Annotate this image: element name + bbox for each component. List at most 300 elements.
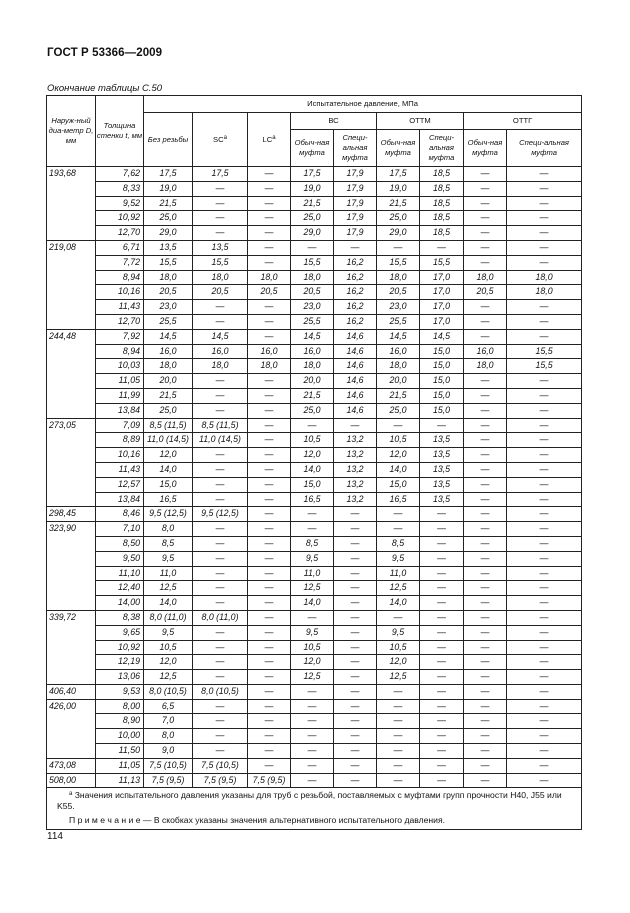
- outer-diameter-cell: 323,90: [47, 522, 96, 611]
- pressure-cell: 12,0: [291, 655, 334, 670]
- pressure-cell: —: [507, 492, 582, 507]
- pressure-cell: 12,0: [377, 655, 420, 670]
- pressure-cell: —: [248, 167, 291, 182]
- pressure-cell: —: [334, 714, 377, 729]
- pressure-cell: 18,0: [291, 270, 334, 285]
- pressure-cell: —: [193, 699, 248, 714]
- pressure-cell: 13,5: [420, 477, 464, 492]
- wall-thickness-cell: 6,71: [96, 240, 144, 255]
- pressure-cell: 17,5: [144, 167, 193, 182]
- pressure-cell: —: [464, 255, 507, 270]
- col-header-test-pressure: Испытательное давление, МПа: [144, 96, 582, 113]
- pressure-cell: 9,5: [377, 551, 420, 566]
- table-row: [47, 684, 582, 699]
- outer-diameter-cell: 406,40: [47, 684, 96, 699]
- pressure-cell: —: [334, 566, 377, 581]
- pressure-cell: 21,5: [144, 388, 193, 403]
- pressure-cell: 18,0: [193, 270, 248, 285]
- pressure-cell: 17,9: [334, 211, 377, 226]
- pressure-cell: —: [291, 507, 334, 522]
- pressure-cell: 21,5: [291, 388, 334, 403]
- pressure-cell: 16,0: [377, 344, 420, 359]
- pressure-cell: —: [248, 240, 291, 255]
- pressure-cell: —: [193, 226, 248, 241]
- pressure-cell: 8,0 (11,0): [144, 610, 193, 625]
- pressure-cell: 8,0: [144, 729, 193, 744]
- wall-thickness-cell: 12,40: [96, 581, 144, 596]
- outer-diameter-cell: 508,00: [47, 773, 96, 788]
- table-row: [47, 196, 582, 211]
- pressure-cell: —: [464, 684, 507, 699]
- pressure-cell: 16,0: [464, 344, 507, 359]
- pressure-cell: 8,5: [291, 536, 334, 551]
- pressure-cell: —: [507, 507, 582, 522]
- col-header-bc: ВС: [291, 113, 377, 130]
- pressure-cell: —: [248, 714, 291, 729]
- pressure-cell: —: [420, 714, 464, 729]
- pressure-cell: —: [464, 670, 507, 685]
- table-row: [47, 255, 582, 270]
- table-row: [47, 758, 582, 773]
- pressure-cell: 10,5: [377, 640, 420, 655]
- pressure-cell: —: [291, 522, 334, 537]
- wall-thickness-cell: 12,19: [96, 655, 144, 670]
- pressure-cell: —: [248, 758, 291, 773]
- wall-thickness-cell: 10,00: [96, 729, 144, 744]
- pressure-cell: —: [507, 462, 582, 477]
- col-header-ottm-special: Специ-альная муфта: [420, 130, 464, 167]
- pressure-cell: —: [248, 655, 291, 670]
- pressure-cell: —: [507, 522, 582, 537]
- pressure-cell: —: [193, 729, 248, 744]
- wall-thickness-cell: 7,92: [96, 329, 144, 344]
- pressure-cell: —: [248, 226, 291, 241]
- table-row: [47, 300, 582, 315]
- pressure-cell: 8,0 (10,5): [144, 684, 193, 699]
- pressure-cell: 13,5: [420, 433, 464, 448]
- pressure-cell: —: [507, 581, 582, 596]
- footnote: $^a$ Значения испытательного давления указаны для труб с резьбой, поставляемых с муфтами групп прочности H40, J55 или K55.: [57, 790, 562, 812]
- pressure-cell: —: [193, 596, 248, 611]
- pressure-cell: 25,0: [291, 403, 334, 418]
- pressure-cell: —: [507, 655, 582, 670]
- pressure-cell: —: [334, 744, 377, 759]
- pressure-cell: —: [507, 640, 582, 655]
- wall-thickness-cell: 8,89: [96, 433, 144, 448]
- pressure-cell: —: [377, 758, 420, 773]
- pressure-cell: —: [464, 610, 507, 625]
- pressure-cell: —: [193, 536, 248, 551]
- pressure-cell: 23,0: [291, 300, 334, 315]
- wall-thickness-cell: 8,46: [96, 507, 144, 522]
- col-header-plain: Без резьбы: [144, 113, 193, 167]
- wall-thickness-cell: 7,10: [96, 522, 144, 537]
- pressure-cell: —: [193, 522, 248, 537]
- pressure-cell: 15,0: [420, 359, 464, 374]
- pressure-cell: —: [334, 418, 377, 433]
- pressure-cell: —: [507, 610, 582, 625]
- pressure-cell: —: [420, 729, 464, 744]
- wall-thickness-cell: 12,70: [96, 226, 144, 241]
- wall-thickness-cell: 8,94: [96, 270, 144, 285]
- pressure-cell: —: [248, 684, 291, 699]
- pressure-cell: 11,0: [291, 566, 334, 581]
- pressure-cell: —: [507, 329, 582, 344]
- pressure-cell: —: [420, 744, 464, 759]
- wall-thickness-cell: 7,09: [96, 418, 144, 433]
- wall-thickness-cell: 9,53: [96, 684, 144, 699]
- pressure-cell: —: [507, 255, 582, 270]
- table-caption: Окончание таблицы С.50: [47, 83, 163, 94]
- pressure-cell: —: [334, 625, 377, 640]
- pressure-cell: —: [464, 714, 507, 729]
- pressure-cell: —: [507, 181, 582, 196]
- table-row: [47, 359, 582, 374]
- wall-thickness-cell: 11,43: [96, 300, 144, 315]
- pressure-cell: —: [248, 374, 291, 389]
- pressure-cell: —: [420, 699, 464, 714]
- pressure-cell: —: [291, 714, 334, 729]
- pressure-cell: 17,9: [334, 196, 377, 211]
- outer-diameter-cell: 219,08: [47, 240, 96, 329]
- pressure-cell: 18,0: [144, 359, 193, 374]
- pressure-cell: —: [420, 640, 464, 655]
- pressure-cell: —: [291, 418, 334, 433]
- pressure-cell: 13,5: [144, 240, 193, 255]
- pressure-cell: —: [464, 492, 507, 507]
- pressure-cell: 18,5: [420, 181, 464, 196]
- pressure-cell: —: [507, 196, 582, 211]
- pressure-cell: —: [248, 625, 291, 640]
- pressure-cell: —: [193, 300, 248, 315]
- pressure-cell: 21,5: [377, 196, 420, 211]
- pressure-cell: —: [464, 314, 507, 329]
- table-row: [47, 699, 582, 714]
- pressure-cell: 15,0: [420, 344, 464, 359]
- table-row: [47, 492, 582, 507]
- pressure-cell: —: [464, 655, 507, 670]
- pressure-cell: —: [193, 551, 248, 566]
- pressure-cell: —: [248, 596, 291, 611]
- pressure-cell: 20,5: [248, 285, 291, 300]
- pressure-cell: 17,5: [193, 167, 248, 182]
- pressure-cell: —: [507, 758, 582, 773]
- pressure-cell: 7,5 (9,5): [144, 773, 193, 788]
- table-row: [47, 714, 582, 729]
- pressure-cell: 14,0: [377, 462, 420, 477]
- pressure-cell: 12,5: [144, 581, 193, 596]
- pressure-cell: —: [193, 388, 248, 403]
- pressure-cell: —: [420, 655, 464, 670]
- pressure-cell: 17,9: [334, 181, 377, 196]
- col-header-ottg: ОТТГ: [464, 113, 582, 130]
- pressure-cell: 14,6: [334, 344, 377, 359]
- wall-thickness-cell: 11,05: [96, 374, 144, 389]
- pressure-cell: —: [334, 729, 377, 744]
- pressure-cell: —: [420, 610, 464, 625]
- pressure-cell: —: [248, 196, 291, 211]
- pressure-cell: —: [420, 684, 464, 699]
- pressure-cell: 23,0: [377, 300, 420, 315]
- pressure-cell: —: [420, 581, 464, 596]
- table-row: [47, 744, 582, 759]
- pressure-cell: 9,0: [144, 744, 193, 759]
- pressure-cell: —: [334, 670, 377, 685]
- pressure-cell: —: [377, 240, 420, 255]
- wall-thickness-cell: 9,65: [96, 625, 144, 640]
- pressure-cell: —: [464, 758, 507, 773]
- pressure-cell: —: [291, 699, 334, 714]
- pressure-cell: —: [248, 433, 291, 448]
- pressure-cell: —: [248, 300, 291, 315]
- pressure-cell: 18,0: [507, 270, 582, 285]
- pressure-cell: 15,0: [377, 477, 420, 492]
- pressure-cell: —: [507, 744, 582, 759]
- pressure-cell: 16,2: [334, 285, 377, 300]
- pressure-cell: —: [334, 596, 377, 611]
- pressure-cell: 13,5: [193, 240, 248, 255]
- pressure-cell: 25,0: [377, 403, 420, 418]
- wall-thickness-cell: 8,94: [96, 344, 144, 359]
- pressure-cell: —: [464, 773, 507, 788]
- pressure-cell: 15,0: [420, 374, 464, 389]
- pressure-cell: —: [464, 211, 507, 226]
- pressure-cell: 16,0: [291, 344, 334, 359]
- pressure-cell: —: [464, 596, 507, 611]
- pressure-cell: —: [248, 418, 291, 433]
- pressure-cell: 14,0: [144, 462, 193, 477]
- pressure-cell: —: [193, 448, 248, 463]
- wall-thickness-cell: 8,38: [96, 610, 144, 625]
- table-row: [47, 596, 582, 611]
- pressure-cell: —: [377, 507, 420, 522]
- pressure-cell: —: [193, 744, 248, 759]
- pressure-cell: —: [507, 167, 582, 182]
- pressure-cell: 7,5 (10,5): [193, 758, 248, 773]
- pressure-cell: 9,5: [144, 625, 193, 640]
- pressure-cell: —: [464, 240, 507, 255]
- col-header-outer-diameter: Наруж-ный диа-метр D, мм: [47, 96, 96, 167]
- pressure-cell: 18,0: [248, 270, 291, 285]
- table-row: [47, 551, 582, 566]
- pressure-cell: —: [507, 300, 582, 315]
- pressure-cell: —: [377, 773, 420, 788]
- pressure-cell: —: [507, 714, 582, 729]
- pressure-cell: 14,5: [420, 329, 464, 344]
- pressure-cell: 13,5: [420, 492, 464, 507]
- table-notes: [47, 788, 582, 830]
- pressure-cell: —: [193, 211, 248, 226]
- pressure-cell: 16,2: [334, 270, 377, 285]
- col-header-sc: $SC^a$: [193, 113, 248, 167]
- pressure-cell: —: [420, 773, 464, 788]
- col-header-ottm-regular: Обыч-ная муфта: [377, 130, 420, 167]
- col-header-wall-thickness: Толщина стенки t, мм: [96, 96, 144, 167]
- pressure-cell: 8,0 (11,0): [193, 610, 248, 625]
- pressure-cell: 20,0: [144, 374, 193, 389]
- table-row: [47, 655, 582, 670]
- pressure-cell: —: [377, 522, 420, 537]
- pressure-cell: —: [507, 418, 582, 433]
- pressure-cell: —: [193, 403, 248, 418]
- pressure-cell: —: [464, 744, 507, 759]
- pressure-cell: 18,5: [420, 226, 464, 241]
- pressure-cell: 15,5: [420, 255, 464, 270]
- pressure-cell: —: [464, 551, 507, 566]
- table-row: [47, 670, 582, 685]
- pressure-cell: 20,0: [291, 374, 334, 389]
- pressure-cell: —: [420, 551, 464, 566]
- pressure-cell: 13,5: [420, 462, 464, 477]
- pressure-cell: —: [464, 196, 507, 211]
- pressure-cell: 11,0: [377, 566, 420, 581]
- pressure-cell: 16,5: [291, 492, 334, 507]
- table-row: [47, 522, 582, 537]
- outer-diameter-cell: 339,72: [47, 610, 96, 684]
- pressure-cell: 15,0: [420, 403, 464, 418]
- pressure-cell: —: [248, 670, 291, 685]
- outer-diameter-cell: 473,08: [47, 758, 96, 773]
- table-row: [47, 240, 582, 255]
- pressure-cell: 14,0: [377, 596, 420, 611]
- pressure-cell: —: [248, 403, 291, 418]
- pressure-cell: 15,5: [193, 255, 248, 270]
- outer-diameter-cell: 244,48: [47, 329, 96, 418]
- pressure-cell: —: [248, 492, 291, 507]
- pressure-cell: 18,0: [248, 359, 291, 374]
- pressure-cell: 20,5: [144, 285, 193, 300]
- pressure-cell: 17,0: [420, 285, 464, 300]
- pressure-cell: 16,5: [144, 492, 193, 507]
- pressure-cell: 25,5: [377, 314, 420, 329]
- pressure-cell: —: [193, 655, 248, 670]
- table-row: [47, 566, 582, 581]
- pressure-cell: 29,0: [377, 226, 420, 241]
- pressure-cell: 16,0: [248, 344, 291, 359]
- col-header-ottm: ОТТМ: [377, 113, 464, 130]
- table-row: [47, 581, 582, 596]
- table-row: [47, 167, 582, 182]
- pressure-cell: —: [464, 536, 507, 551]
- pressure-cell: —: [507, 477, 582, 492]
- pressure-cell: —: [507, 773, 582, 788]
- pressure-cell: 8,5 (11,5): [144, 418, 193, 433]
- pressure-cell: —: [377, 610, 420, 625]
- pressure-cell: —: [464, 300, 507, 315]
- pressure-cell: 18,5: [420, 196, 464, 211]
- pressure-cell: 10,5: [291, 433, 334, 448]
- table-row: [47, 181, 582, 196]
- pressure-cell: 11,0 (14,5): [144, 433, 193, 448]
- pressure-cell: —: [248, 181, 291, 196]
- pressure-cell: —: [291, 684, 334, 699]
- pressure-cell: —: [291, 744, 334, 759]
- pressure-cell: 25,0: [144, 211, 193, 226]
- wall-thickness-cell: 13,84: [96, 403, 144, 418]
- table-row: [47, 403, 582, 418]
- pressure-cell: —: [420, 240, 464, 255]
- wall-thickness-cell: 11,99: [96, 388, 144, 403]
- pressure-cell: 14,6: [334, 374, 377, 389]
- pressure-table: [46, 95, 582, 830]
- pressure-cell: 18,0: [377, 359, 420, 374]
- wall-thickness-cell: 13,06: [96, 670, 144, 685]
- pressure-cell: 12,5: [291, 670, 334, 685]
- table-row: [47, 507, 582, 522]
- pressure-cell: —: [420, 418, 464, 433]
- pressure-cell: —: [193, 640, 248, 655]
- pressure-cell: —: [193, 492, 248, 507]
- pressure-cell: —: [193, 625, 248, 640]
- table-row: [47, 536, 582, 551]
- pressure-cell: —: [507, 684, 582, 699]
- pressure-cell: —: [507, 566, 582, 581]
- wall-thickness-cell: 11,43: [96, 462, 144, 477]
- pressure-cell: 15,5: [377, 255, 420, 270]
- table-row: [47, 729, 582, 744]
- pressure-cell: 8,5: [377, 536, 420, 551]
- col-header-ottg-regular: Обыч-ная муфта: [464, 130, 507, 167]
- pressure-cell: —: [291, 610, 334, 625]
- pressure-cell: 25,0: [377, 211, 420, 226]
- pressure-cell: 15,5: [144, 255, 193, 270]
- wall-thickness-cell: 7,62: [96, 167, 144, 182]
- col-header-bc-special: Специ-альная муфта: [334, 130, 377, 167]
- pressure-cell: —: [334, 581, 377, 596]
- pressure-cell: —: [507, 536, 582, 551]
- pressure-cell: —: [420, 758, 464, 773]
- pressure-cell: 14,0: [144, 596, 193, 611]
- pressure-cell: 16,0: [144, 344, 193, 359]
- pressure-cell: —: [507, 551, 582, 566]
- pressure-cell: 14,5: [144, 329, 193, 344]
- pressure-cell: —: [193, 196, 248, 211]
- wall-thickness-cell: 8,90: [96, 714, 144, 729]
- table-row: [47, 226, 582, 241]
- pressure-cell: —: [248, 640, 291, 655]
- pressure-cell: —: [420, 596, 464, 611]
- pressure-cell: —: [248, 729, 291, 744]
- pressure-cell: 14,6: [334, 329, 377, 344]
- pressure-cell: —: [334, 536, 377, 551]
- pressure-cell: —: [464, 640, 507, 655]
- pressure-cell: —: [464, 181, 507, 196]
- pressure-cell: —: [248, 522, 291, 537]
- page-number: 114: [47, 831, 63, 842]
- pressure-cell: 13,2: [334, 492, 377, 507]
- pressure-cell: —: [464, 477, 507, 492]
- outer-diameter-cell: 298,45: [47, 507, 96, 522]
- pressure-cell: 11,0 (14,5): [193, 433, 248, 448]
- wall-thickness-cell: 11,13: [96, 773, 144, 788]
- table-row: [47, 270, 582, 285]
- pressure-cell: —: [334, 610, 377, 625]
- pressure-cell: 9,5: [291, 551, 334, 566]
- pressure-cell: —: [420, 522, 464, 537]
- pressure-cell: 25,0: [144, 403, 193, 418]
- pressure-cell: 21,5: [144, 196, 193, 211]
- pressure-cell: 13,5: [420, 448, 464, 463]
- table-row: [47, 374, 582, 389]
- pressure-cell: —: [507, 403, 582, 418]
- wall-thickness-cell: 11,10: [96, 566, 144, 581]
- pressure-cell: 9,5: [377, 625, 420, 640]
- pressure-cell: 12,5: [144, 670, 193, 685]
- pressure-cell: —: [193, 181, 248, 196]
- pressure-cell: —: [464, 462, 507, 477]
- pressure-cell: —: [334, 551, 377, 566]
- pressure-cell: —: [507, 226, 582, 241]
